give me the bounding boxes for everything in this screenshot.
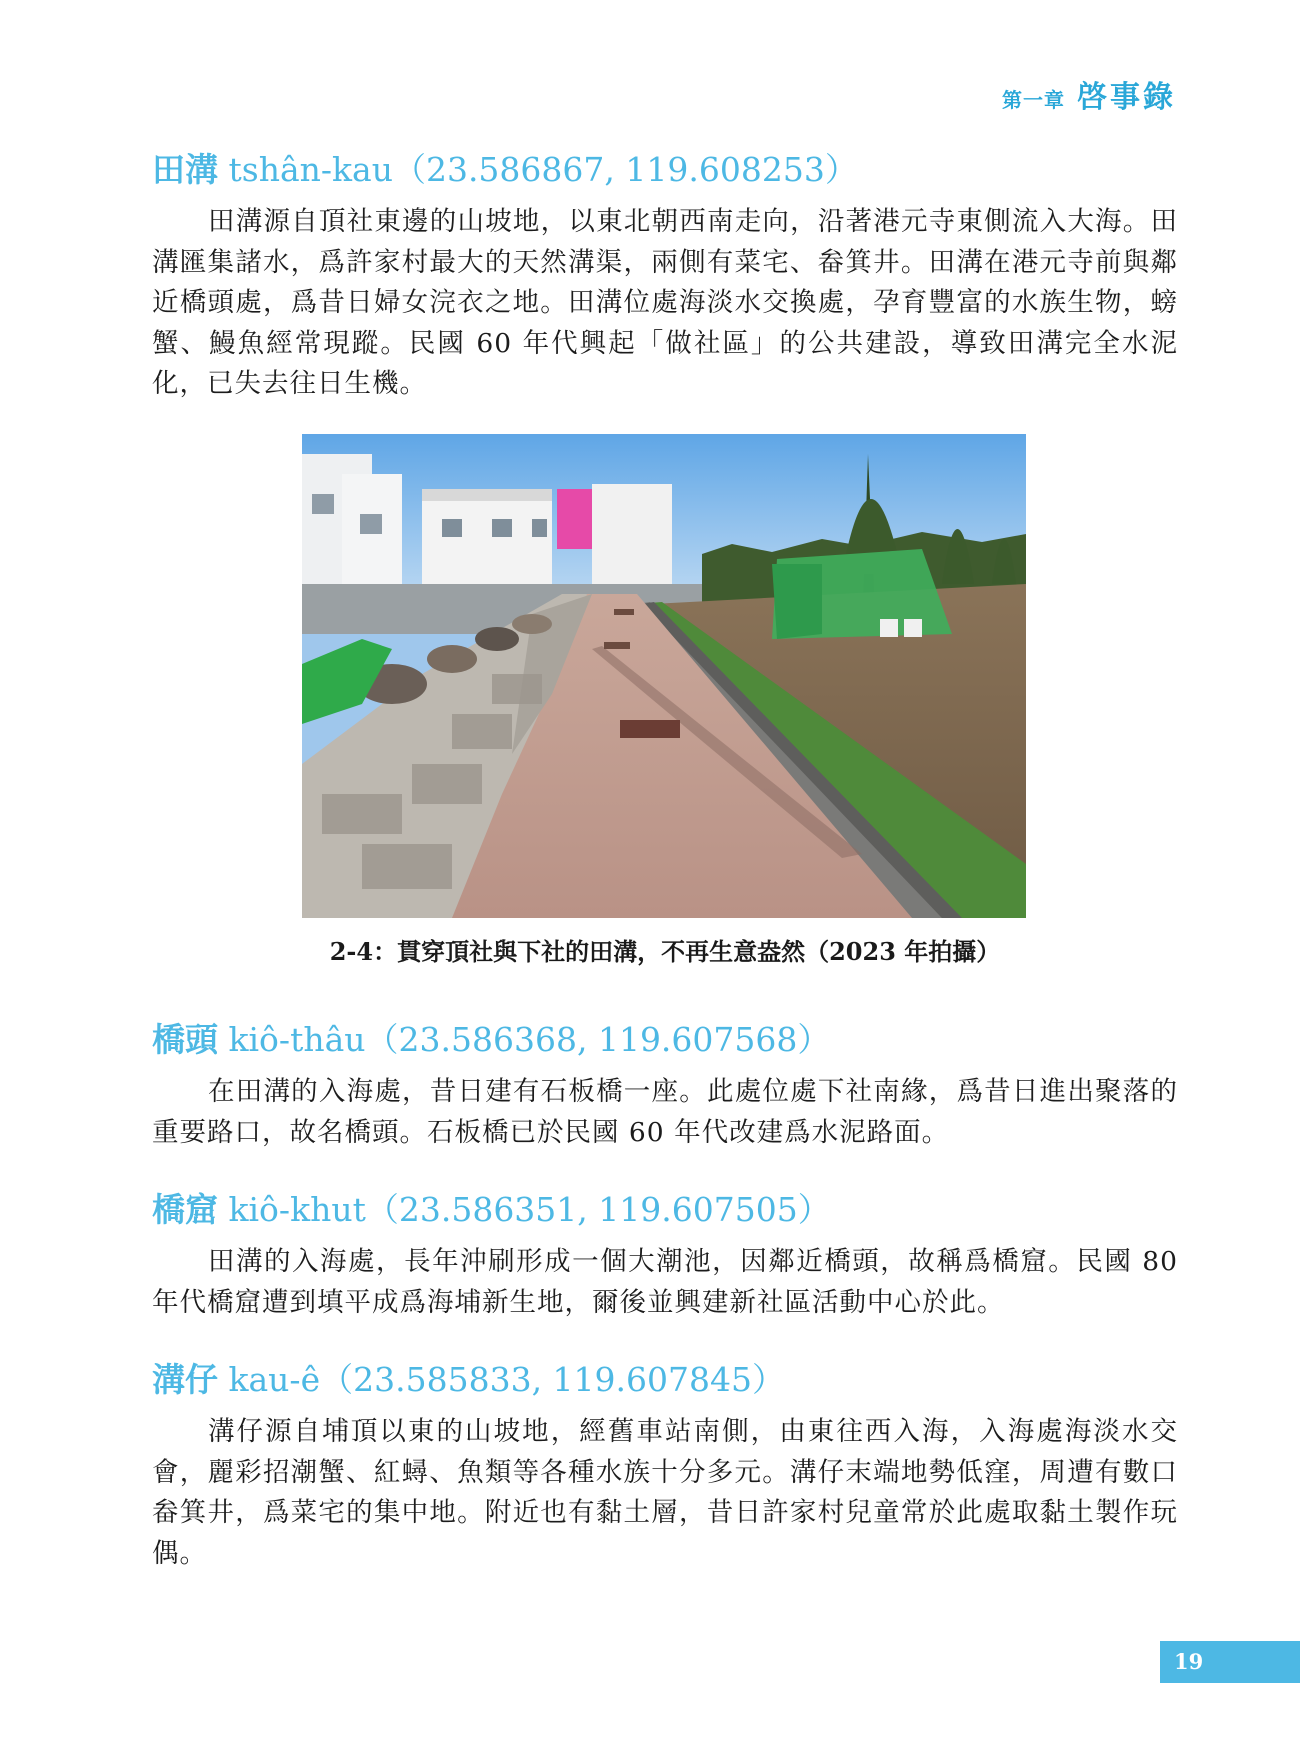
- page-number: 19: [1174, 1649, 1204, 1674]
- running-header: [1002, 72, 1176, 116]
- photo-illustration: [302, 434, 1026, 918]
- heading-coordinates: （23.586368, 119.607568）: [365, 1020, 831, 1059]
- heading-coordinates: （23.585833, 119.607845）: [320, 1360, 785, 1399]
- heading-romanization: kau-ê: [228, 1360, 321, 1399]
- page-number-tab: [1160, 1641, 1300, 1683]
- heading-coordinates: （23.586351, 119.607505）: [365, 1190, 831, 1229]
- figure-caption: 2-4：貫穿頂社與下社的田溝，不再生意盎然（2023 年拍攝）: [329, 937, 1001, 966]
- section-heading-kio-khut: [152, 1190, 831, 1230]
- body-paragraph: 溝仔源自埔頂以東的山坡地，經舊車站南側，由東往西入海，入海處海淡水交會，麗彩招潮蟹、紅蟳、魚類等各種水族十分多元。溝仔末端地勢低窪，周遭有數口畚箕井，爲菜宅的集中地。附近也有黏土層，昔日許家村兒童常於此處取黏土製作玩偶。: [152, 1416, 1178, 1569]
- heading-romanization: tshân-kau: [228, 150, 393, 189]
- heading-name: 橋窟: [152, 1190, 218, 1229]
- body-paragraph: 田溝源自頂社東邊的山坡地，以東北朝西南走向，沿著港元寺東側流入大海。田溝匯集諸水，爲許家村最大的天然溝渠，兩側有菜宅、畚箕井。田溝在港元寺前與鄰近橋頭處，爲昔日婦女浣衣之地。田溝位處海淡水交換處，孕育豐富的水族生物，螃蟹、鰻魚經常現蹤。民國 60 年代興起「做社區」的公共建設，導致田溝完全水泥化，已失去往日生機。: [152, 206, 1178, 399]
- heading-name: 田溝: [152, 150, 218, 189]
- heading-name: 橋頭: [152, 1020, 218, 1059]
- section-heading-tshan-kau: [152, 150, 858, 190]
- section-heading-kau-e: [152, 1360, 785, 1400]
- section-heading-kio-thau: [152, 1020, 830, 1060]
- heading-romanization: kiô-thâu: [228, 1020, 366, 1059]
- body-paragraph: 在田溝的入海處，昔日建有石板橋一座。此處位處下社南緣，爲昔日進出聚落的重要路口，故名橋頭。石板橋已於民國 60 年代改建爲水泥路面。: [152, 1076, 1178, 1148]
- body-paragraph: 田溝的入海處，長年沖刷形成一個大潮池，因鄰近橋頭，故稱爲橋窟。民國 80 年代橋窟遭到填平成爲海埔新生地，爾後並興建新社區活動中心於此。: [152, 1246, 1178, 1318]
- chapter-label: 第一章: [1002, 88, 1065, 112]
- photo-concrete-ditch: [302, 434, 1026, 918]
- heading-name: 溝仔: [152, 1360, 218, 1399]
- heading-coordinates: （23.586867, 119.608253）: [392, 150, 858, 189]
- section-title: 啓事錄: [1077, 80, 1176, 115]
- heading-romanization: kiô-khut: [228, 1190, 366, 1229]
